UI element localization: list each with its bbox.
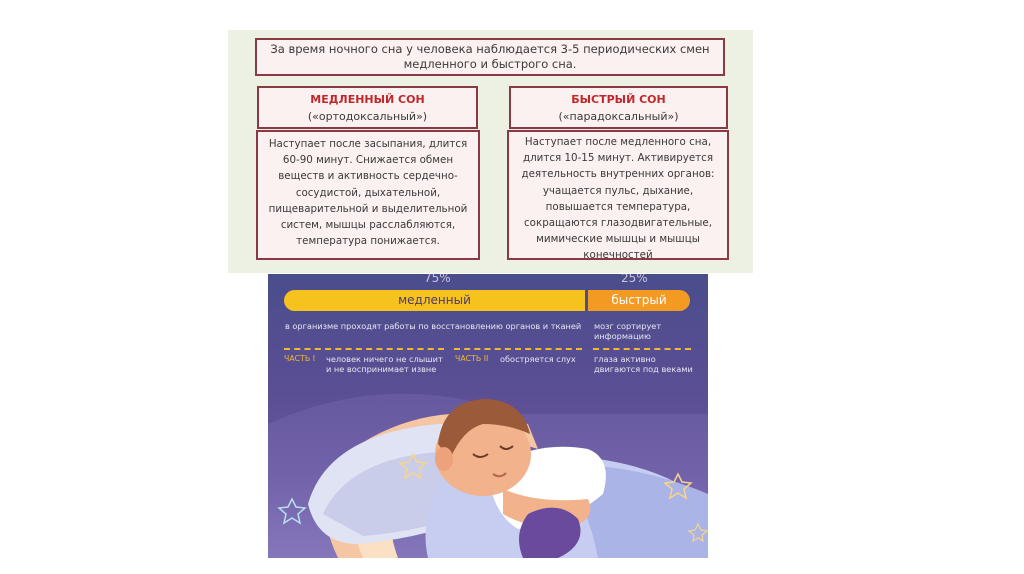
description-line: пищеварительной и выделительной [268, 202, 468, 215]
description-line: систем, мышцы расслабляются, [280, 219, 456, 232]
description-line: длится 10-15 минут. Активируется [522, 152, 714, 165]
title-box [255, 38, 725, 76]
part1-text: человек ничего не слышит и не воспринимает извне [326, 354, 443, 374]
title-line: медленного и быстрого сна. [403, 57, 577, 71]
fast-sleep-subtitle: («парадоксальный») [558, 110, 679, 123]
description-line: повышается температура, [545, 200, 691, 213]
description-line: 60-90 минут. Снижается обмен [282, 154, 454, 167]
fast-sleep-name: БЫСТРЫЙ СОН [571, 93, 666, 106]
slow-sleep-subtitle: («ортодоксальный») [307, 110, 428, 123]
description-line: температура понижается. [296, 235, 440, 248]
description-line: Наступает после засыпания, длится [268, 138, 468, 150]
title-line: За время ночного сна у человека наблюдается 3-5 периодических смен [270, 42, 710, 56]
slow-sleep-bar: медленный [284, 290, 585, 311]
sleeping-child-drawing [268, 274, 708, 558]
part1-label: ЧАСТЬ I [284, 354, 316, 363]
fast-sleep-description [507, 130, 729, 260]
part2-text: обостряется слух [500, 354, 576, 364]
slow-sleep-percent: 75% [424, 274, 451, 285]
fast-sleep-info: мозг сортирует информацию [594, 321, 662, 341]
description-line: учащается пульс, дыхание, [542, 184, 694, 197]
slow-sleep-heading [257, 86, 478, 129]
sleep-phases-illustration [268, 274, 708, 558]
description-line: сокращаются глазодвигательные, [524, 217, 712, 230]
slow-sleep-info: в организме проходят работы по восстановлению органов и тканей [285, 321, 582, 331]
description-line: конечностей [583, 249, 653, 262]
description-line: сосудистой, дыхательной, [295, 186, 441, 199]
rem-divider [593, 348, 691, 350]
description-line: деятельность внутренних органов: [521, 168, 715, 181]
part1-divider [284, 348, 444, 350]
description-line: мимические мышцы и мышцы [536, 233, 700, 246]
description-line: Наступает после медленного сна, [524, 136, 712, 148]
part2-label: ЧАСТЬ II [455, 354, 489, 363]
rem-text: глаза активно двигаются под веками [594, 354, 693, 374]
fast-sleep-bar: быстрый [588, 290, 690, 311]
fast-sleep-percent: 25% [621, 274, 648, 285]
fast-sleep-heading [509, 86, 728, 129]
slow-sleep-name: МЕДЛЕННЫЙ СОН [310, 93, 425, 106]
description-line: веществ и активность сердечно- [278, 170, 458, 183]
sleep-info-slide [228, 30, 753, 273]
part2-divider [454, 348, 582, 350]
slow-sleep-description [256, 130, 480, 260]
